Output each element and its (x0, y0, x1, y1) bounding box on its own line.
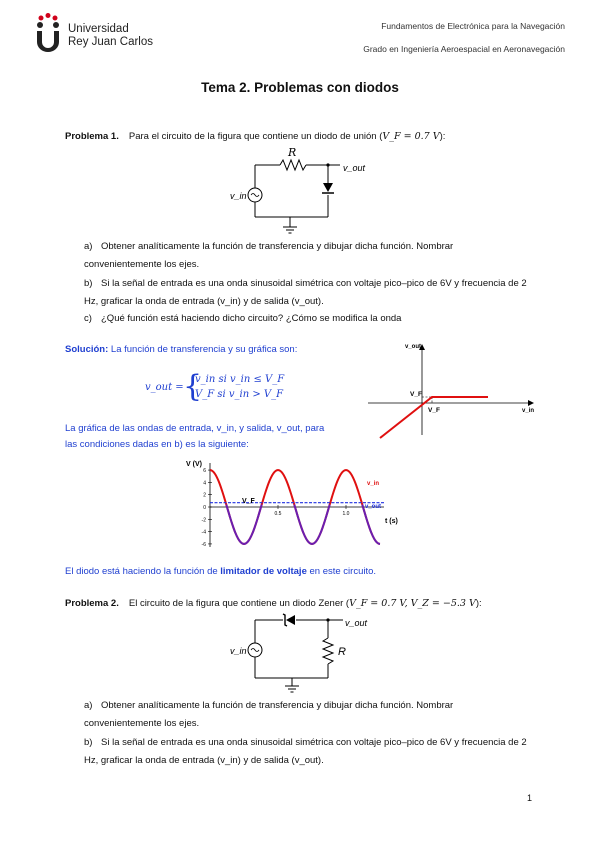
vout-label-2: v_out (345, 618, 368, 628)
solution-label: Solución: (65, 344, 109, 355)
circuit-diagram-1 (230, 145, 370, 240)
problem2-item-b: b) Si la señal de entrada es una onda sinusoidal simétrica con voltaje pico–pico de 6V y frecuencia de 2 Hz, graficar la onda de entrada (v_in) y de salida (v_out). (84, 737, 527, 766)
transfer-vf-y: V_F (410, 391, 422, 398)
vout-label: v_out (343, 163, 366, 173)
wave-vin-label: v_in (367, 481, 380, 487)
wave-ylabel: V (V) (186, 461, 202, 468)
course-name: Fundamentos de Electrónica para la Navegación (381, 21, 565, 31)
wave-xlabel: t (s) (385, 518, 398, 525)
university-logo-icon (35, 12, 65, 52)
degree-name: Grado en Ingeniería Aeroespacial en Aeronavegación (363, 44, 565, 54)
wave-ytick-label: 4 (203, 480, 206, 487)
university-name-line2: Rey Juan Carlos (68, 36, 154, 48)
wave-ytick-label: -6 (201, 541, 206, 548)
waves-description: La gráfica de las ondas de entrada, v_in, y salida, v_out, para las condiciones dadas en b) es la siguiente: (65, 423, 325, 450)
problem1-statement: Problema 1. Para el circuito de la figura que contiene un diodo de unión (V_F = 0.7 V): (65, 131, 446, 142)
problem1-item-b: b) Si la señal de entrada es una onda sinusoidal simétrica con voltaje pico–pico de 6V y frecuencia de 2 Hz, graficar la onda de entrada (v_in) y de salida (v_out). (84, 278, 527, 307)
wave-xtick-label: 0.5 (274, 511, 282, 517)
problem2-statement: Problema 2. El circuito de la figura que contiene un diodo Zener (V_F = 0.7 V, V_Z = −5.3 V): (65, 598, 482, 609)
solution-conclusion: El diodo está haciendo la función de limitador de voltaje en este circuito. (65, 566, 377, 577)
waveform-plot (180, 455, 420, 555)
wave-ytick-label: 2 (203, 492, 206, 499)
wave-vf-label: V_F (242, 498, 255, 505)
resistor-label: R (288, 146, 297, 159)
problem1-label: Problema 1. (65, 131, 119, 142)
transfer-xlabel: v_in (522, 408, 535, 414)
wave-vout-label: v_out (365, 504, 382, 510)
wave-ytick-label: -4 (201, 529, 206, 536)
problem2-label: Problema 2. (65, 598, 119, 609)
page-title: Tema 2. Problemas con diodos (201, 80, 399, 95)
page-number: 1 (526, 793, 532, 803)
problem1-item-c: c) ¿Qué función está haciendo dicho circuito? ¿Cómo se modifica la onda (84, 313, 402, 324)
problem1-item-a: a) Obtener analíticamente la función de transferencia y dibujar dicha función. Nombrar convenientemente los ejes. (84, 241, 454, 270)
transfer-ylabel: v_out (405, 344, 422, 350)
transfer-function-plot (360, 340, 540, 440)
series-vout-overlap-line (226, 505, 380, 544)
wave-ytick-label: 6 (203, 468, 206, 475)
solution-intro: Solución: La función de transferencia y su gráfica son: (65, 344, 298, 355)
resistor-label-2: R (338, 646, 346, 658)
circuit-diagram-2 (228, 610, 378, 695)
vin-label: v_in (230, 191, 247, 201)
transfer-vf-x: V_F (428, 407, 440, 414)
wave-ytick-label: -2 (201, 517, 206, 524)
university-name-line1: Universidad (68, 23, 129, 35)
wave-xtick-label: 1.0 (342, 511, 350, 517)
vin-label-2: v_in (230, 646, 247, 656)
wave-ytick-label: 0 (203, 505, 206, 511)
problem2-item-a: a) Obtener analíticamente la función de transferencia y dibujar dicha función. Nombrar convenientemente los ejes. (84, 700, 454, 729)
